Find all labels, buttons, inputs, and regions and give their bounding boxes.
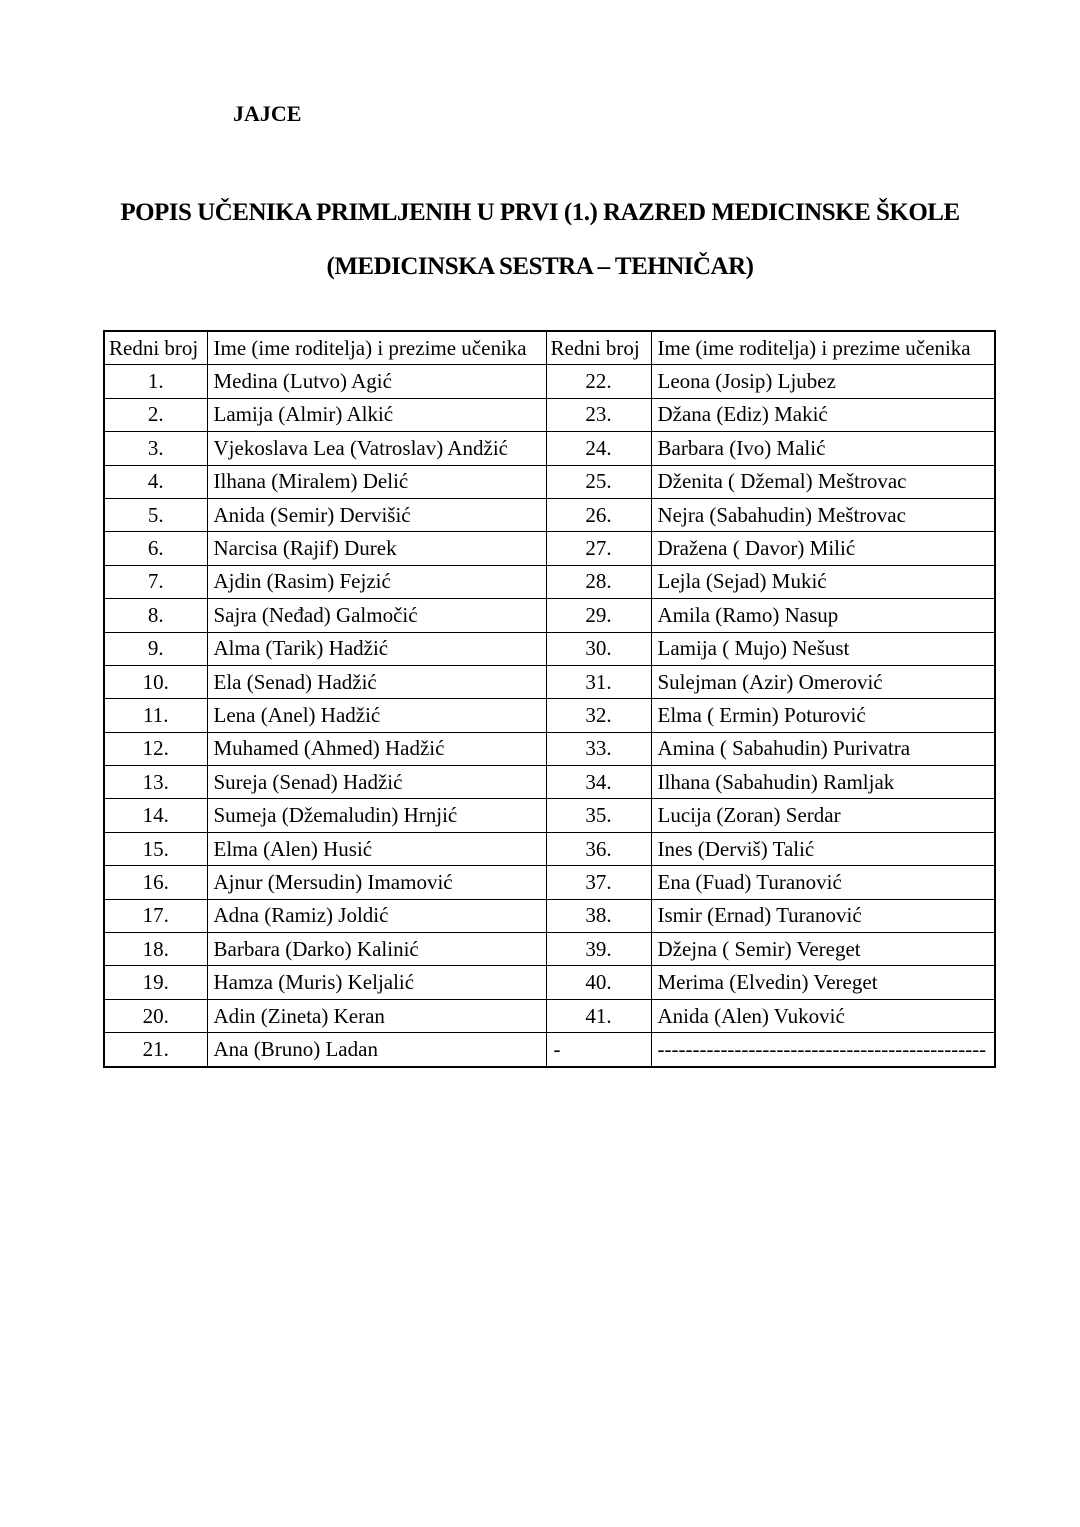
student-name-cell: Džejna ( Semir) Vereget <box>651 933 995 966</box>
ordinal-cell: 28. <box>546 565 651 598</box>
student-name-cell: Sulejman (Azir) Omerović <box>651 665 995 698</box>
student-name-cell: Dražena ( Davor) Milić <box>651 532 995 565</box>
table-row <box>104 532 995 565</box>
table-row <box>104 966 995 999</box>
student-name-cell: Dženita ( Džemal) Meštrovac <box>651 465 995 498</box>
table-row <box>104 432 995 465</box>
ordinal-cell: 18. <box>104 933 207 966</box>
student-name-cell: Amila (Ramo) Nasup <box>651 599 995 632</box>
student-name-cell: Ismir (Ernad) Turanović <box>651 899 995 932</box>
student-name-cell: Ajnur (Mersudin) Imamović <box>207 866 546 899</box>
ordinal-cell: 5. <box>104 498 207 531</box>
document-subtitle: (MEDICINSKA SESTRA – TEHNIČAR) <box>326 253 754 280</box>
document-title: POPIS UČENIKA PRIMLJENIH U PRVI (1.) RAZRED MEDICINSKE ŠKOLE <box>120 199 960 226</box>
student-name-cell: Ela (Senad) Hadžić <box>207 665 546 698</box>
table-row <box>104 899 995 932</box>
table-row <box>104 632 995 665</box>
student-name-cell: Adna (Ramiz) Joldić <box>207 899 546 932</box>
table-row <box>104 665 995 698</box>
ordinal-cell: 25. <box>546 465 651 498</box>
ordinal-cell: 12. <box>104 732 207 765</box>
ordinal-cell: 21. <box>104 1033 207 1067</box>
column-header-name-left: Ime (ime roditelja) i prezime učenika <box>207 331 546 365</box>
ordinal-cell: 7. <box>104 565 207 598</box>
table-row <box>104 465 995 498</box>
table-row <box>104 699 995 732</box>
ordinal-cell: 35. <box>546 799 651 832</box>
table-row <box>104 933 995 966</box>
ordinal-cell: 34. <box>546 766 651 799</box>
student-name-cell: Ena (Fuad) Turanović <box>651 866 995 899</box>
student-name-cell: Amina ( Sabahudin) Purivatra <box>651 732 995 765</box>
ordinal-cell: 36. <box>546 832 651 865</box>
ordinal-cell: 38. <box>546 899 651 932</box>
student-name-cell: Ajdin (Rasim) Fejzić <box>207 565 546 598</box>
table-row <box>104 498 995 531</box>
ordinal-cell: 27. <box>546 532 651 565</box>
ordinal-cell: 6. <box>104 532 207 565</box>
student-name-cell: Adin (Zineta) Keran <box>207 999 546 1032</box>
table-row <box>104 1033 995 1067</box>
student-name-cell: Medina (Lutvo) Agić <box>207 365 546 398</box>
city-label: JAJCE <box>233 101 302 126</box>
student-name-cell: Leona (Josip) Ljubez <box>651 365 995 398</box>
student-name-cell: Anida (Alen) Vuković <box>651 999 995 1032</box>
ordinal-cell: 23. <box>546 398 651 431</box>
ordinal-cell: 15. <box>104 832 207 865</box>
column-header-ordinal-left: Redni broj <box>104 331 207 365</box>
ordinal-cell: - <box>546 1033 651 1067</box>
ordinal-cell: 11. <box>104 699 207 732</box>
student-name-cell: Elma ( Ermin) Poturović <box>651 699 995 732</box>
student-name-cell: Alma (Tarik) Hadžić <box>207 632 546 665</box>
ordinal-cell: 32. <box>546 699 651 732</box>
ordinal-cell: 16. <box>104 866 207 899</box>
student-name-cell: Merima (Elvedin) Vereget <box>651 966 995 999</box>
student-name-cell: Sureja (Senad) Hadžić <box>207 766 546 799</box>
student-name-cell: Barbara (Darko) Kalinić <box>207 933 546 966</box>
ordinal-cell: 33. <box>546 732 651 765</box>
ordinal-cell: 17. <box>104 899 207 932</box>
ordinal-cell: 4. <box>104 465 207 498</box>
ordinal-cell: 24. <box>546 432 651 465</box>
student-name-cell: Lena (Anel) Hadžić <box>207 699 546 732</box>
ordinal-cell: 19. <box>104 966 207 999</box>
student-name-cell: Ilhana (Miralem) Delić <box>207 465 546 498</box>
student-name-cell: Anida (Semir) Dervišić <box>207 498 546 531</box>
student-name-cell: Lejla (Sejad) Mukić <box>651 565 995 598</box>
table-row <box>104 832 995 865</box>
student-name-cell: Elma (Alen) Husić <box>207 832 546 865</box>
ordinal-cell: 3. <box>104 432 207 465</box>
column-header-name-right: Ime (ime roditelja) i prezime učenika <box>651 331 995 365</box>
ordinal-cell: 37. <box>546 866 651 899</box>
column-header-ordinal-right: Redni broj <box>546 331 651 365</box>
ordinal-cell: 20. <box>104 999 207 1032</box>
ordinal-cell: 1. <box>104 365 207 398</box>
student-name-cell: Džana (Ediz) Makić <box>651 398 995 431</box>
table-row <box>104 766 995 799</box>
table-row <box>104 732 995 765</box>
ordinal-cell: 40. <box>546 966 651 999</box>
ordinal-cell: 39. <box>546 933 651 966</box>
ordinal-cell: 31. <box>546 665 651 698</box>
table-header-row <box>104 331 995 365</box>
student-name-cell: Ana (Bruno) Ladan <box>207 1033 546 1067</box>
ordinal-cell: 29. <box>546 599 651 632</box>
ordinal-cell: 41. <box>546 999 651 1032</box>
ordinal-cell: 26. <box>546 498 651 531</box>
student-name-cell: Hamza (Muris) Keljalić <box>207 966 546 999</box>
table-row <box>104 866 995 899</box>
ordinal-cell: 14. <box>104 799 207 832</box>
dash-filler-cell: ----------------------------------------------- <box>651 1033 995 1067</box>
table-row <box>104 999 995 1032</box>
ordinal-cell: 30. <box>546 632 651 665</box>
student-name-cell: Ines (Derviš) Talić <box>651 832 995 865</box>
table-row <box>104 398 995 431</box>
ordinal-cell: 22. <box>546 365 651 398</box>
student-name-cell: Vjekoslava Lea (Vatroslav) Andžić <box>207 432 546 465</box>
student-name-cell: Lamija ( Mujo) Nešust <box>651 632 995 665</box>
student-name-cell: Ilhana (Sabahudin) Ramljak <box>651 766 995 799</box>
ordinal-cell: 8. <box>104 599 207 632</box>
student-name-cell: Lamija (Almir) Alkić <box>207 398 546 431</box>
student-name-cell: Barbara (Ivo) Malić <box>651 432 995 465</box>
student-name-cell: Muhamed (Ahmed) Hadžić <box>207 732 546 765</box>
student-name-cell: Sajra (Neđad) Galmočić <box>207 599 546 632</box>
table-row <box>104 565 995 598</box>
ordinal-cell: 2. <box>104 398 207 431</box>
ordinal-cell: 13. <box>104 766 207 799</box>
student-name-cell: Sumeja (Džemaludin) Hrnjić <box>207 799 546 832</box>
student-name-cell: Narcisa (Rajif) Durek <box>207 532 546 565</box>
ordinal-cell: 9. <box>104 632 207 665</box>
table-row <box>104 365 995 398</box>
students-table <box>103 330 996 1068</box>
table-row <box>104 599 995 632</box>
student-name-cell: Nejra (Sabahudin) Meštrovac <box>651 498 995 531</box>
ordinal-cell: 10. <box>104 665 207 698</box>
table-row <box>104 799 995 832</box>
student-name-cell: Lucija (Zoran) Serdar <box>651 799 995 832</box>
